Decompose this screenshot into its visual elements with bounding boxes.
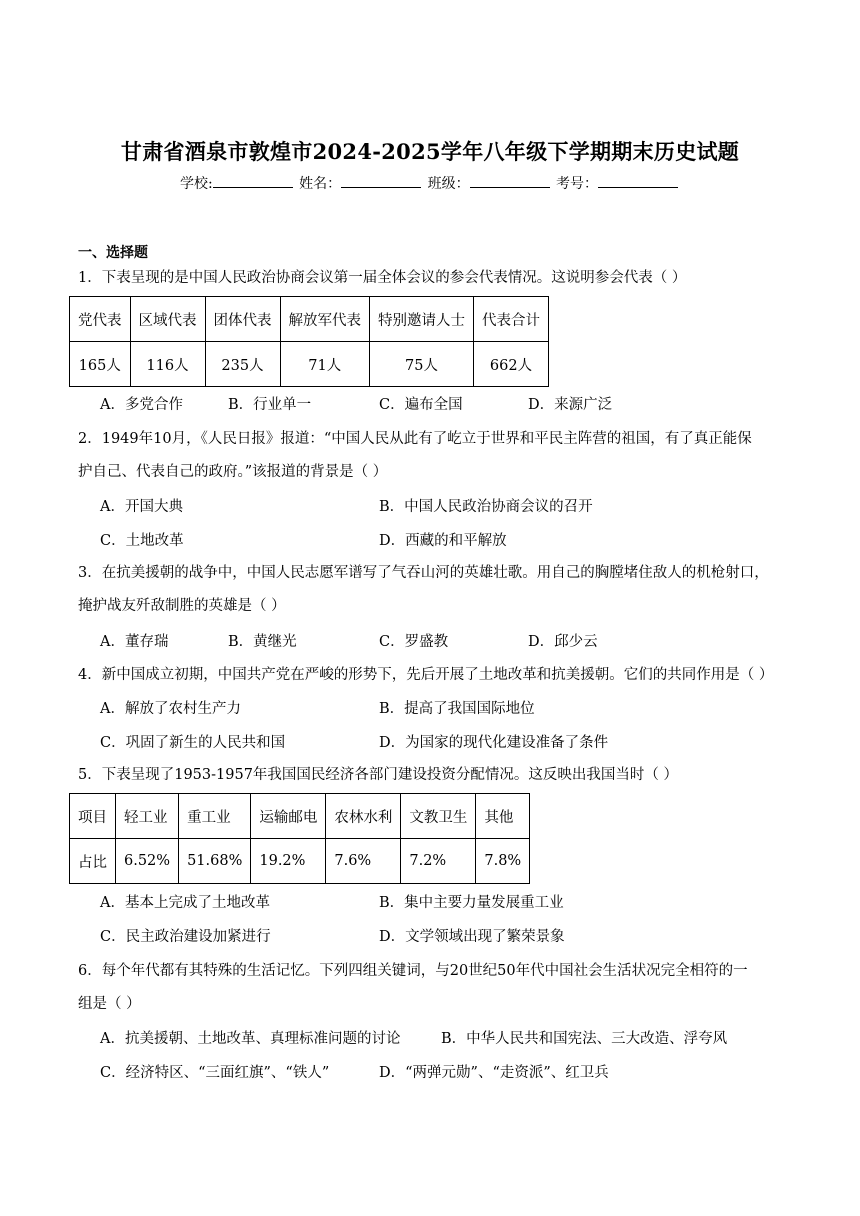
exam-number-blank[interactable] <box>598 175 678 188</box>
q4-option-d[interactable]: D．为国家的现代化建设准备了条件 <box>379 735 609 751</box>
q4-option-c[interactable]: C．巩固了新生的人民共和国 <box>100 735 286 751</box>
school-blank[interactable] <box>213 175 293 188</box>
q3-option-a[interactable]: A．董存瑞 <box>100 634 169 650</box>
table-header-row <box>70 297 549 342</box>
name-label: 姓名： <box>299 176 342 192</box>
q1-option-b[interactable]: B．行业单一 <box>228 397 312 413</box>
question-2-line-2: 护自己、代表自己的政府。”该报道的背景是（ ） <box>78 464 388 480</box>
name-blank[interactable] <box>341 175 421 188</box>
table-cell: 轻工业 <box>116 794 179 839</box>
q1-option-d[interactable]: D．来源广泛 <box>528 397 613 413</box>
question-5-table <box>69 793 530 884</box>
school-label: 学校: <box>179 176 213 192</box>
table-row <box>70 342 549 387</box>
page-title: 甘肃省酒泉市敦煌市2024-2025学年八年级下学期期末历史试题 <box>120 139 740 164</box>
class-label: 班级： <box>427 176 470 192</box>
q6-option-a[interactable]: A．抗美援朝、土地改革、真理标准问题的讨论 <box>100 1031 401 1047</box>
table-cell: 116人 <box>130 342 205 387</box>
q1-option-c[interactable]: C．遍布全国 <box>379 397 463 413</box>
question-6-line-2: 组是（ ） <box>78 996 141 1012</box>
q2-option-c[interactable]: C．土地改革 <box>100 533 184 549</box>
q3-option-d[interactable]: D．邱少云 <box>528 634 598 650</box>
question-4-text: 4．新中国成立初期，中国共产党在严峻的形势下，先后开展了土地改革和抗美援朝。它们的共同作用是（ ） <box>78 667 774 683</box>
table-cell: 区域代表 <box>130 297 205 342</box>
question-5-text: 5．下表呈现了1953-1957年我国国民经济各部门建设投资分配情况。这反映出我国当时（ ） <box>78 767 679 783</box>
table-cell: 235人 <box>205 342 280 387</box>
question-3-line-2: 掩护战友歼敌制胜的英雄是（ ） <box>78 598 286 614</box>
table-cell: 75人 <box>370 342 474 387</box>
table-cell: 165人 <box>70 342 131 387</box>
question-2-line-1: 2．1949年10月，《人民日报》报道：“中国人民从此有了屹立于世界和平民主阵营的祖国，有了真正能保 <box>78 431 752 447</box>
q5-option-a[interactable]: A．基本上完成了土地改革 <box>100 895 270 911</box>
q3-option-b[interactable]: B．黄继光 <box>228 634 297 650</box>
q2-option-a[interactable]: A．开国大典 <box>100 499 183 515</box>
question-1-table <box>69 296 549 387</box>
exam-number-label: 考号： <box>556 176 599 192</box>
q3-option-c[interactable]: C．罗盛教 <box>379 634 449 650</box>
question-6-line-1: 6．每个年代都有其特殊的生活记忆。下列四组关键词，与20世纪50年代中国社会生活状况完全相符的一 <box>78 963 748 979</box>
student-info-line <box>0 173 860 193</box>
q5-option-b[interactable]: B．集中主要力量发展重工业 <box>379 895 564 911</box>
question-3-line-1: 3．在抗美援朝的战争中，中国人民志愿军谱写了气吞山河的英雄壮歌。用自己的胸膛堵住敌人的机枪射口， <box>78 565 769 581</box>
table-row <box>70 839 530 884</box>
table-header-row <box>70 794 530 839</box>
table-cell: 团体代表 <box>205 297 280 342</box>
q6-option-b[interactable]: B．中华人民共和国宪法、三大改造、浮夸风 <box>441 1031 728 1047</box>
q4-option-a[interactable]: A．解放了农村生产力 <box>100 701 241 717</box>
table-cell: 71人 <box>280 342 370 387</box>
table-cell: 特别邀请人士 <box>370 297 474 342</box>
section-heading: 一、选择题 <box>78 245 148 261</box>
table-cell: 农林水利 <box>326 794 401 839</box>
q5-option-d[interactable]: D．文学领域出现了繁荣景象 <box>379 929 565 945</box>
table-cell: 其他 <box>476 794 530 839</box>
q4-option-b[interactable]: B．提高了我国国际地位 <box>379 701 535 717</box>
table-cell: 文教卫生 <box>401 794 476 839</box>
table-cell: 7.8% <box>476 839 530 884</box>
table-cell: 7.6% <box>326 839 401 884</box>
table-cell: 解放军代表 <box>280 297 370 342</box>
class-blank[interactable] <box>470 175 550 188</box>
table-cell: 运输邮电 <box>251 794 326 839</box>
q2-option-b[interactable]: B．中国人民政治协商会议的召开 <box>379 499 593 515</box>
q1-option-a[interactable]: A．多党合作 <box>100 397 183 413</box>
table-cell: 662人 <box>474 342 549 387</box>
q6-option-c[interactable]: C．经济特区、“三面红旗”、“铁人” <box>100 1065 330 1081</box>
table-cell: 重工业 <box>179 794 251 839</box>
q2-option-d[interactable]: D．西藏的和平解放 <box>379 533 507 549</box>
table-cell: 党代表 <box>70 297 131 342</box>
table-cell: 7.2% <box>401 839 476 884</box>
q6-option-d[interactable]: D．“两弹元勋”、“走资派”、红卫兵 <box>379 1065 609 1081</box>
table-cell: 6.52% <box>116 839 179 884</box>
table-cell: 51.68% <box>179 839 251 884</box>
table-cell: 项目 <box>70 794 116 839</box>
table-cell: 占比 <box>70 839 116 884</box>
table-cell: 代表合计 <box>474 297 549 342</box>
question-1-text: 1．下表呈现的是中国人民政治协商会议第一届全体会议的参会代表情况。这说明参会代表（ ） <box>78 270 687 286</box>
table-cell: 19.2% <box>251 839 326 884</box>
q5-option-c[interactable]: C．民主政治建设加紧进行 <box>100 929 271 945</box>
